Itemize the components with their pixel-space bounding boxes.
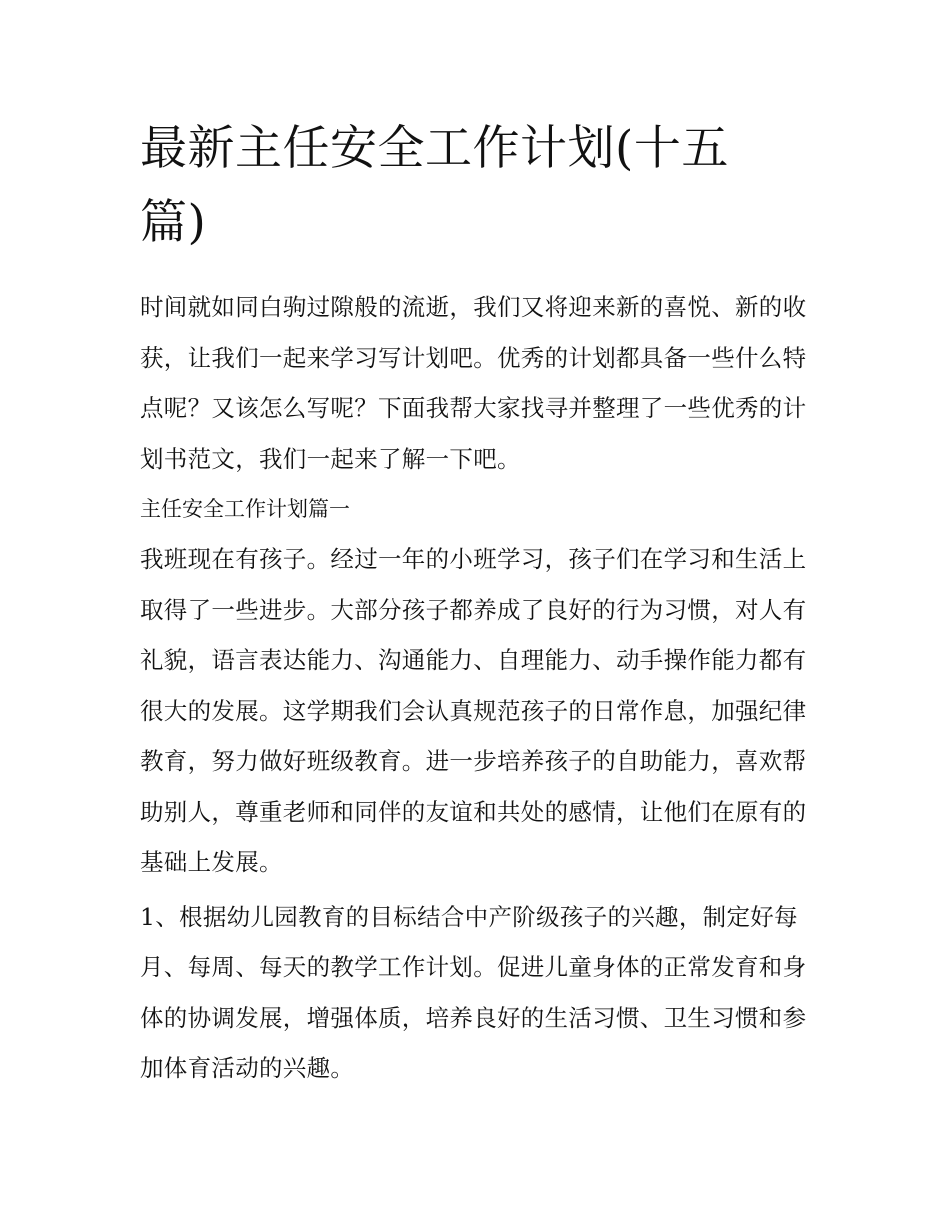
document-title: 最新主任安全工作计划(十五篇) [140,121,729,250]
intro-paragraph: 时间就如同白驹过隙般的流逝，我们又将迎来新的喜悦、新的收获，让我们一起来学习写计划吧。优秀的计划都具备一些什么特点呢？又该怎么写呢？下面我帮大家找寻并整理了一些优秀的计划书范文，我们一起来了解一下吧。 [140,293,807,473]
document-content [140,112,812,1094]
body-paragraph: 我班现在有孩子。经过一年的小班学习，孩子们在学习和生活上取得了一些进步。大部分孩子都养成了良好的行为习惯，对人有礼貌，语言表达能力、沟通能力、自理能力、动手操作能力都有很大的发展。这学期我们会认真规范孩子的日常作息，加强纪律教育，努力做好班级教育。进一步培养孩子的自助能力，喜欢帮助别人，尊重老师和同伴的友谊和共处的感情，让他们在原有的基础上发展。 [140,545,807,876]
body-paragraph-item-1: 1、根据幼儿园教育的目标结合中产阶级孩子的兴趣，制定好每月、每周、每天的教学工作计划。促进儿童身体的正常发育和身体的协调发展，增强体质，培养良好的生活习惯、卫生习惯和参加体育活动的兴趣。 [140,902,807,1082]
section-heading: 主任安全工作计划篇一 [140,497,350,521]
